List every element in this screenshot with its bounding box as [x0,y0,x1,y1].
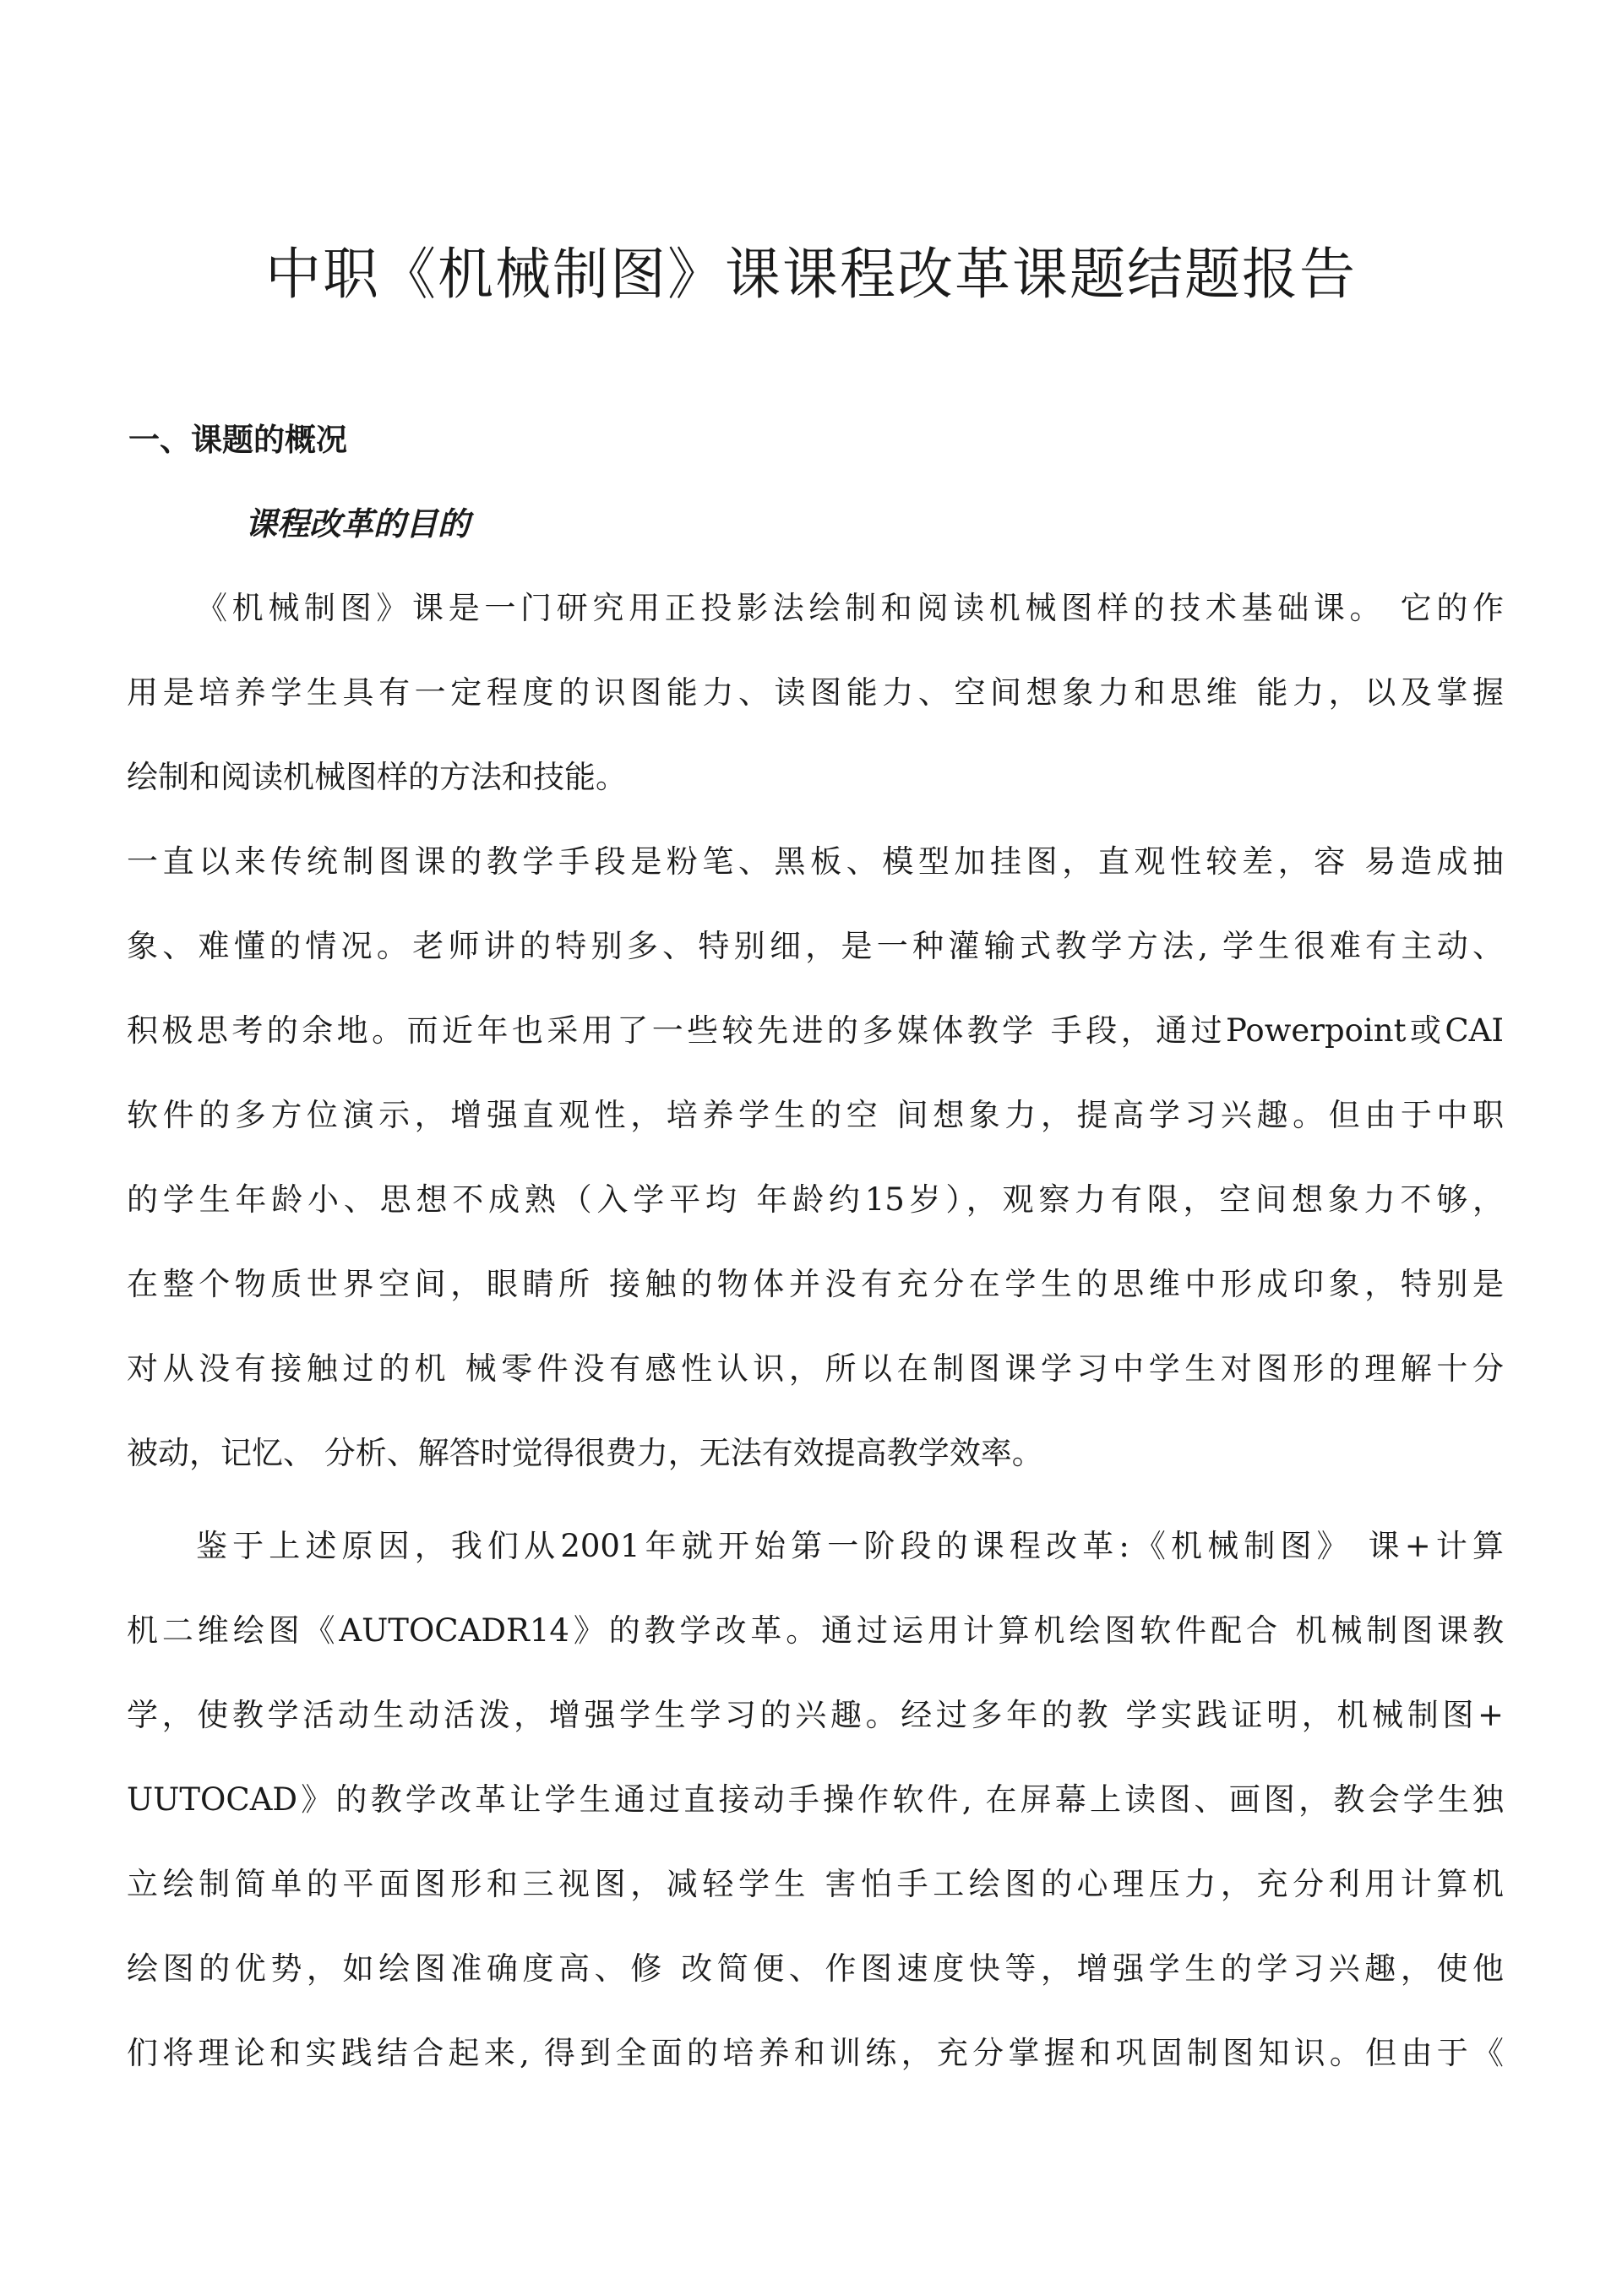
paragraph-3-line-3: 学，使教学活动生动活泼，增强学生学习的兴趣。经过多年的教 学实践证明，机械制图+ [127,1697,1504,1733]
paragraph-2-line-2: 象、难懂的情况。老师讲的特别多、特别细，是一种灌输式教学方法, 学生很难有主动、 [127,928,1504,964]
paragraph-2-line-4: 软件的多方位演示，增强直观性，培养学生的空 间想象力，提高学习兴趣。但由于中职 [127,1097,1504,1133]
document-title: 中职《机械制图》课课程改革课题结题报告 [265,242,1357,307]
paragraph-1-line-2: 用是培养学生具有一定程度的识图能力、读图能力、空间想象力和思维 能力，以及掌握 [127,674,1504,711]
section-heading: 一、课题的概况 [128,421,347,458]
paragraph-3-line-6: 绘图的优势，如绘图准确度高、修 改简便、作图速度快等，增强学生的学习兴趣，使他 [127,1950,1504,1987]
subsection-heading: 课程改革的目的 [245,504,471,543]
paragraph-3-line-7: 们将理论和实践结合起来, 得到全面的培养和训练，充分掌握和巩固制图知识。但由于《 [127,2035,1504,2071]
paragraph-2-line-5: 的学生年龄小、思想不成熟（入学平均 年龄约15岁），观察力有限，空间想象力不够， [127,1181,1504,1218]
paragraph-3-line-5: 立绘制简单的平面图形和三视图，减轻学生 害怕手工绘图的心理压力，充分利用计算机 [127,1866,1504,1902]
paragraph-2-line-7: 对从没有接触过的机 械零件没有感性认识，所以在制图课学习中学生对图形的理解十分 [127,1350,1504,1387]
paragraph-2-line-8: 被动，记忆、 分析、解答时觉得很费力，无法有效提高教学效率。 [127,1435,1043,1471]
paragraph-3-line-2: 机二维绘图《AUTOCADR14》的教学改革。通过运用计算机绘图软件配合 机械制图课教 [127,1612,1504,1649]
paragraph-1-line-1: 《机械制图》课是一门研究用正投影法绘制和阅读机械图样的技术基础课。 它的作 [196,590,1504,626]
paragraph-2-line-3: 积极思考的余地。而近年也采用了一些较先进的多媒体教学 手段，通过Powerpoint或CAI [127,1012,1504,1049]
paragraph-1-line-3: 绘制和阅读机械图样的方法和技能。 [127,759,627,795]
paragraph-3-line-4: UUTOCAD》的教学改革让学生通过直接动手操作软件, 在屏幕上读图、画图，教会学生独 [127,1781,1504,1818]
paragraph-2-line-6: 在整个物质世界空间，眼睛所 接触的物体并没有充分在学生的思维中形成印象，特别是 [127,1266,1504,1302]
paragraph-2-line-1: 一直以来传统制图课的教学手段是粉笔、黑板、模型加挂图，直观性较差，容 易造成抽 [127,843,1504,880]
paragraph-3-line-1: 鉴于上述原因，我们从2001年就开始第一阶段的课程改革:《机械制图》 课+计算 [196,1528,1504,1564]
